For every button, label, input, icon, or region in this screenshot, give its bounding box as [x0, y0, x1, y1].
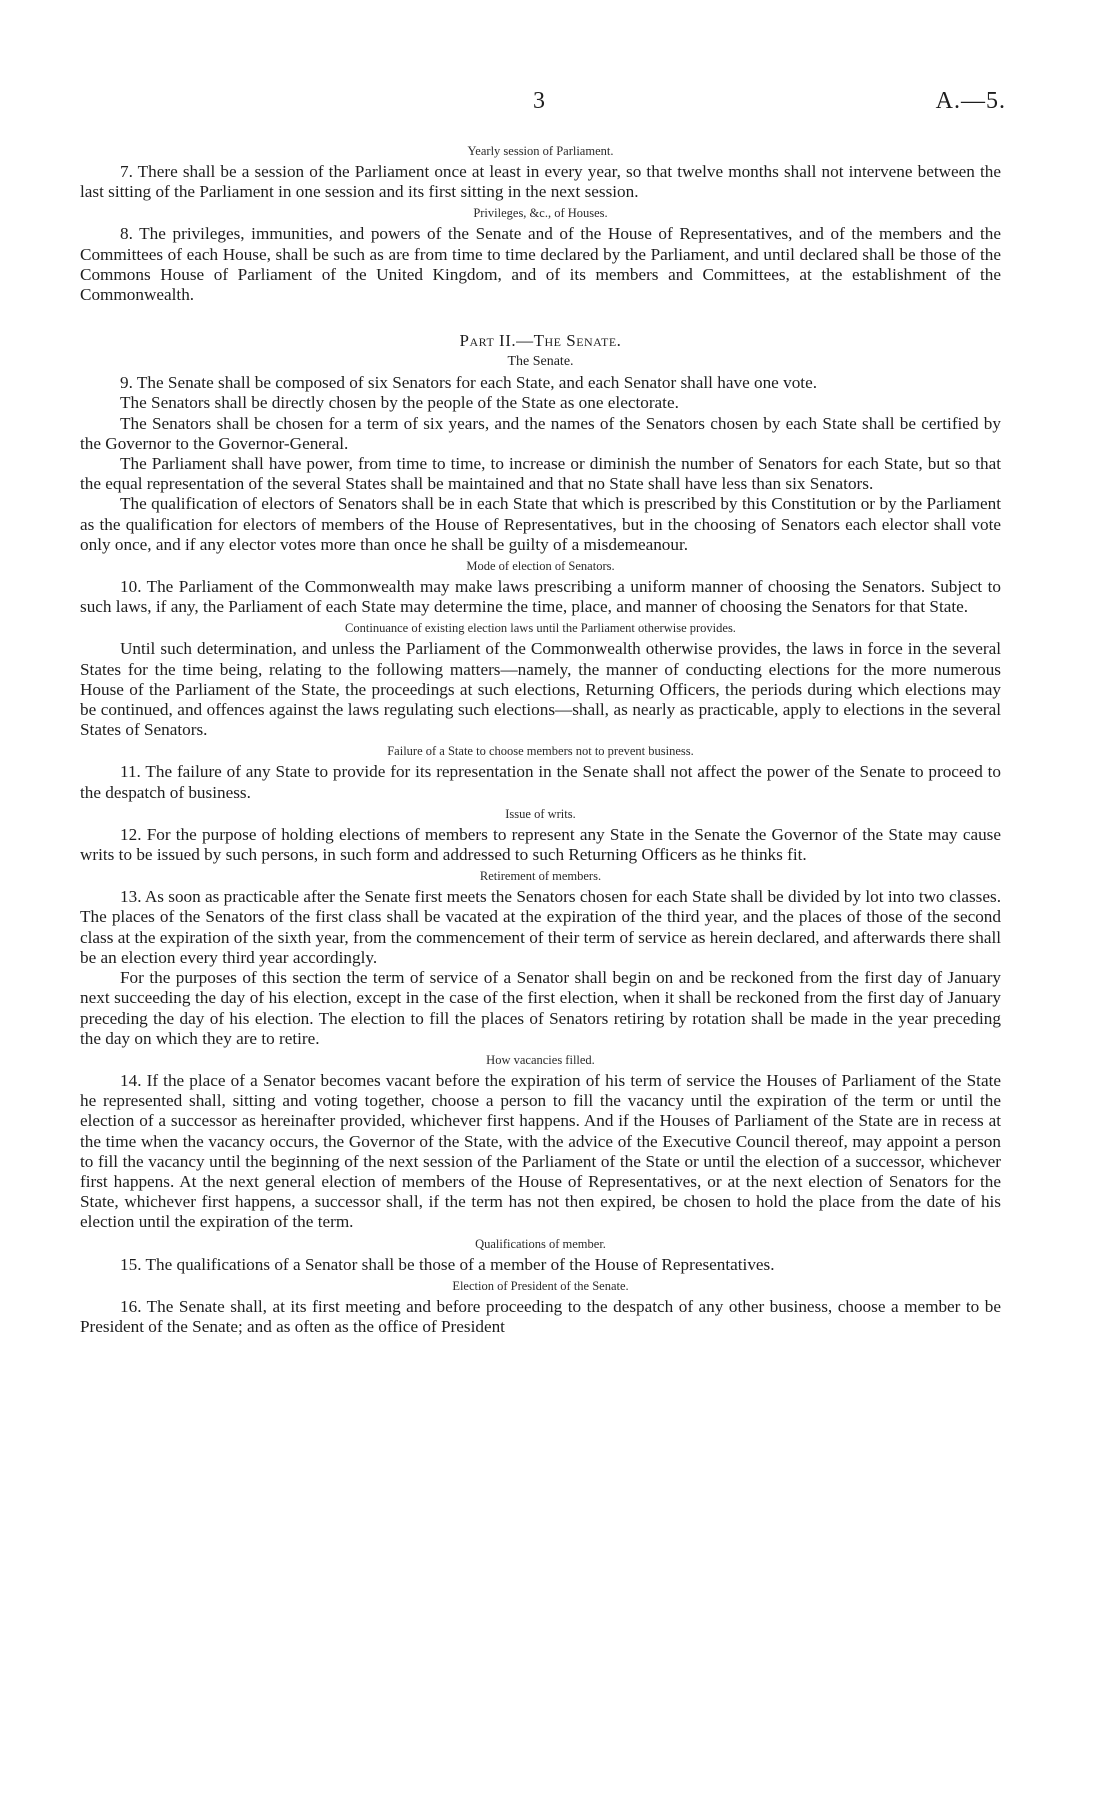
paragraph: For the purposes of this section the term of service of a Senator shall begin on and be reckoned from the first day of January next succeeding the day of his election, except in the case of the first election, when it shall be reckoned from the first day of January preceding the day of his election. The election to fill the places of Senators retiring by rotation shall be made in the year preceding the day on which they are to retire.: [80, 968, 1001, 1048]
paragraph: 16. The Senate shall, at its first meeting and before proceeding to the despatch of any other business, choose a member to be President of the Senate; and as often as the office of President: [80, 1296, 1001, 1336]
paragraph: 13. As soon as practicable after the Senate first meets the Senators chosen for each State shall be divided by lot into two classes. The places of the Senators of the first class shall be vacated at the expiration of the third year, and the places of those of the second class at the expiration of the sixth year, from the commencement of their term of service as herein declared, and afterwards there shall be an election every third year accordingly.: [80, 887, 1001, 967]
sidenote: Yearly session of Parliament.: [467, 144, 614, 158]
sidenote: Privileges, &c., of Houses.: [473, 206, 608, 221]
paragraph: The qualification of electors of Senators shall be in each State that which is prescribed by this Constitution or by the Parliament as the qualification for electors of members of the House of Representatives, but in the choosing of Senators each elector shall vote only once, and if any elector votes more than once he shall be guilty of a misdemeanour.: [80, 494, 1001, 554]
page-header: [0, 88, 1114, 118]
part-heading: Part II.—The Senate.: [459, 331, 622, 351]
paragraph: 12. For the purpose of holding elections of members to represent any State in the Senate the Governor of the State may cause writs to be issued by such persons, in such form and addressed to such Returning Officers as he thinks fit.: [80, 824, 1001, 865]
sidenote: Qualifications of member.: [475, 1236, 606, 1251]
sidenote: Failure of a State to choose members not to prevent business.: [387, 744, 694, 759]
paragraph: 11. The failure of any State to provide for its representation in the Senate shall not affect the power of the Senate to proceed to the despatch of business.: [80, 762, 1001, 802]
sidenote: How vacancies filled.: [486, 1052, 595, 1067]
paper-reference: A.—5.: [935, 88, 1006, 114]
paragraph: 15. The qualifications of a Senator shall be those of a member of the House of Representatives.: [120, 1254, 775, 1274]
sidenote: Issue of writs.: [505, 806, 576, 821]
paragraph: 8. The privileges, immunities, and powers of the Senate and of the House of Representatives, and of the members and the Committees of each House, shall be such as are from time to time declared by the Parliament, and until declared shall be those of the Commons House of Parliament of the United Kingdom, and of its members and Committees, at the establishment of the Commonwealth.: [80, 224, 1001, 305]
paragraph: 9. The Senate shall be composed of six Senators for each State, and each Senator shall have one vote.: [120, 373, 817, 393]
page-number: 3: [533, 88, 545, 114]
section-title: The Senate.: [507, 354, 574, 370]
document-body: [80, 140, 1001, 1337]
sidenote: Mode of election of Senators.: [466, 559, 615, 574]
paragraph: The Senators shall be directly chosen by the people of the State as one electorate.: [120, 393, 679, 413]
paragraph: 7. There shall be a session of the Parliament once at least in every year, so that twelve months shall not intervene between the last sitting of the Parliament in one session and its first sitting in the next session.: [80, 162, 1001, 202]
paragraph: The Senators shall be chosen for a term of six years, and the names of the Senators chosen by each State shall be certified by the Governor to the Governor-General.: [80, 413, 1001, 453]
sidenote: Continuance of existing election laws until the Parliament otherwise provides.: [345, 621, 736, 636]
paragraph: Until such determination, and unless the Parliament of the Commonwealth otherwise provides, the laws in force in the several States for the time being, relating to the following matters—namely, the manner of conducting elections for the more numerous House of the Parliament of the State, the proceedings at such elections, Returning Officers, the periods during which elections may be continued, and offences against the laws regulating such elections—shall, as nearly as practicable, apply to elections in the several States of Senators.: [80, 639, 1001, 740]
paragraph: 10. The Parliament of the Commonwealth may make laws prescribing a uniform manner of choosing the Senators. Subject to such laws, if any, the Parliament of each State may determine the time, place, and manner of choosing the Senators for that State.: [80, 577, 1001, 617]
paragraph: 14. If the place of a Senator becomes vacant before the expiration of his term of service the Houses of Parliament of the State he represented shall, sitting and voting together, choose a person to fill the vacancy until the expiration of the term or until the election of a successor as hereinafter provided, whichever first happens. And if the Houses of Parliament of the State are in recess at the time when the vacancy occurs, the Governor of the State, with the advice of the Executive Council thereof, may appoint a person to fill the vacancy until the beginning of the next session of the Parliament of the State or until the election of a successor, whichever first happens. At the next general election of members of the House of Representatives, or at the next election of Senators for the State, whichever first happens, a successor shall, if the term has not then expired, be chosen to hold the place from the date of his election until the expiration of the term.: [80, 1070, 1001, 1232]
paragraph: The Parliament shall have power, from time to time, to increase or diminish the number of Senators for each State, but so that the equal representation of the several States shall be maintained and that no State shall have less than six Senators.: [80, 454, 1001, 494]
sidenote: Election of President of the Senate.: [452, 1278, 629, 1293]
sidenote: Retirement of members.: [479, 869, 602, 884]
